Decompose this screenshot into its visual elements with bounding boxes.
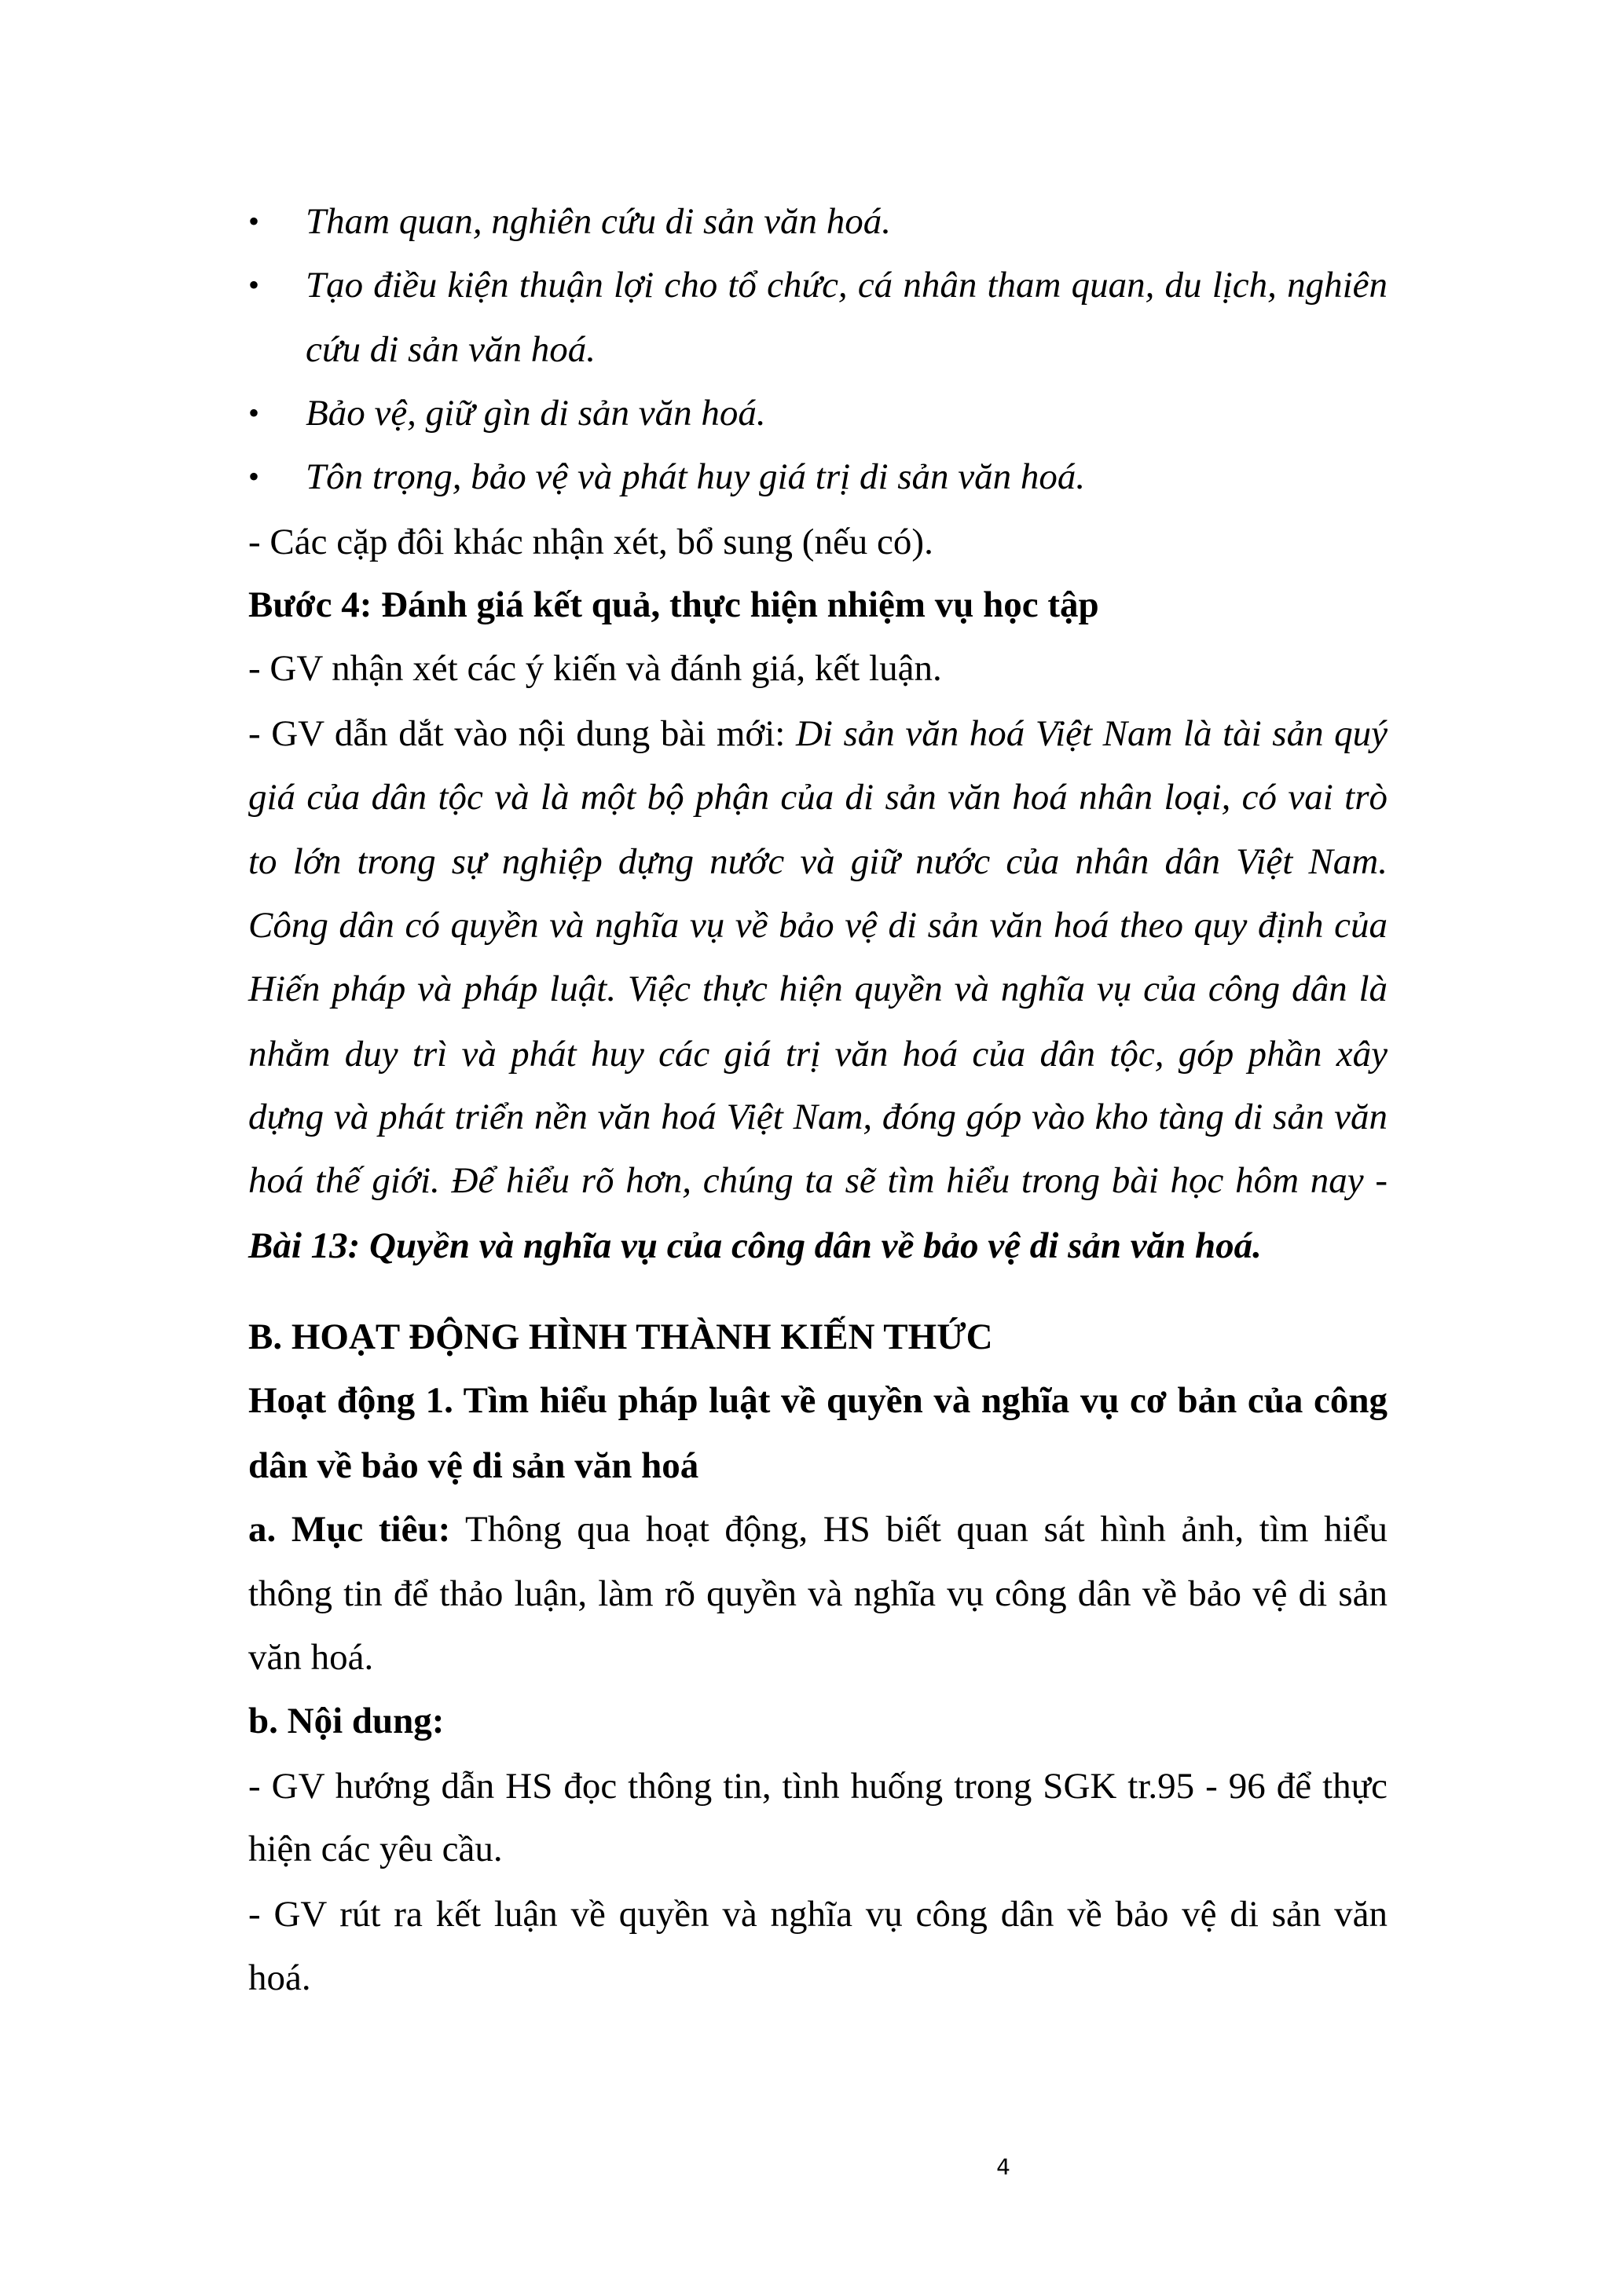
text-segment: - GV rút ra kết luận về quyền và nghĩa vụ công dân về bảo vệ di sản văn xyxy=(248,1894,1388,1935)
text-line xyxy=(248,1377,1388,1424)
text-segment: Hoạt động 1. Tìm hiểu pháp luật về quyền và nghĩa vụ cơ bản của công xyxy=(248,1380,1388,1421)
text-line xyxy=(248,1157,1388,1204)
text-segment: Bảo vệ, giữ gìn di sản văn hoá. xyxy=(306,393,766,434)
text-segment: a. Mục tiêu: xyxy=(248,1509,451,1550)
text-segment: - Các cặp đôi khác nhận xét, bổ sung (nếu có). xyxy=(248,522,933,562)
text-line xyxy=(248,1954,1388,2001)
text-segment: Tham quan, nghiên cứu di sản văn hoá. xyxy=(306,201,891,242)
text-segment: Hiến pháp và pháp luật. Việc thực hiện quyền và nghĩa vụ của công dân là xyxy=(248,969,1388,1009)
text-segment: cứu di sản văn hoá. xyxy=(306,329,596,370)
text-line xyxy=(306,262,1388,309)
text-line xyxy=(248,1825,1388,1873)
text-segment: Tạo điều kiện thuận lợi cho tổ chức, cá nhân tham quan, du lịch, nghiên xyxy=(306,265,1388,306)
text-line xyxy=(248,965,1388,1013)
text-segment: văn hoá. xyxy=(248,1637,374,1678)
text-line xyxy=(248,1222,1388,1269)
text-line xyxy=(306,326,1388,373)
text-segment: hoá thế giới. Để hiểu rõ hơn, chúng ta sẽ tìm hiểu trong bài học hôm nay - xyxy=(248,1160,1388,1201)
text-line xyxy=(248,1031,1388,1078)
text-line xyxy=(248,1093,1388,1141)
bullet-icon: • xyxy=(248,267,260,302)
text-line xyxy=(248,645,1388,692)
text-line xyxy=(306,198,1388,245)
text-segment: thông tin để thảo luận, làm rõ quyền và nghĩa vụ công dân về bảo vệ di sản xyxy=(248,1573,1388,1614)
text-line xyxy=(248,1891,1388,1938)
text-line xyxy=(248,902,1388,949)
text-segment: giá của dân tộc và là một bộ phận của di sản văn hoá nhân loại, có vai trò xyxy=(248,777,1388,818)
text-segment: to lớn trong sự nghiệp dựng nước và giữ nước của nhân dân Việt Nam. xyxy=(248,841,1388,882)
text-segment: hiện các yêu cầu. xyxy=(248,1829,503,1869)
text-segment: hoá. xyxy=(248,1957,311,1998)
text-segment: nhằm duy trì và phát huy các giá trị văn hoá của dân tộc, góp phần xây xyxy=(248,1034,1388,1075)
text-line xyxy=(248,1442,1388,1489)
text-line xyxy=(248,710,1388,757)
text-segment: Bài 13: Quyền và nghĩa vụ của công dân về bảo vệ di sản văn hoá. xyxy=(248,1225,1262,1266)
text-line xyxy=(306,453,1388,500)
text-line xyxy=(248,1697,1388,1745)
text-line xyxy=(248,774,1388,821)
bullet-icon: • xyxy=(248,203,260,239)
text-segment: dựng và phát triển nền văn hoá Việt Nam, đóng góp vào kho tàng di sản văn xyxy=(248,1097,1388,1137)
text-segment: - GV nhận xét các ý kiến và đánh giá, kết luận. xyxy=(248,648,942,689)
bullet-icon: • xyxy=(248,395,260,430)
text-line xyxy=(248,1506,1388,1553)
text-segment: dân về bảo vệ di sản văn hoá xyxy=(248,1445,699,1486)
text-line xyxy=(306,390,1388,437)
text-segment: - GV hướng dẫn HS đọc thông tin, tình huống trong SGK tr.95 - 96 để thực xyxy=(248,1766,1388,1807)
text-segment: Thông qua hoạt động, HS biết quan sát hình ảnh, tìm hiểu xyxy=(450,1509,1388,1550)
text-line xyxy=(248,1634,1388,1681)
text-segment: b. Nội dung: xyxy=(248,1701,445,1741)
text-segment: Di sản văn hoá Việt Nam là tài sản quý xyxy=(795,713,1388,754)
text-line xyxy=(248,581,1388,628)
text-line xyxy=(248,1763,1388,1810)
text-segment: B. HOẠT ĐỘNG HÌNH THÀNH KIẾN THỨC xyxy=(248,1316,993,1357)
text-line xyxy=(248,1570,1388,1617)
bullet-icon: • xyxy=(248,459,260,494)
text-segment: Công dân có quyền và nghĩa vụ về bảo vệ di sản văn hoá theo quy định của xyxy=(248,905,1388,946)
text-line xyxy=(248,1313,1388,1360)
text-segment: - GV dẫn dắt vào nội dung bài mới: xyxy=(248,713,796,754)
text-line xyxy=(248,838,1388,885)
text-line xyxy=(248,518,1388,566)
page-number: 4 xyxy=(996,2154,1010,2180)
text-segment: Bước 4: Đánh giá kết quả, thực hiện nhiệm vụ học tập xyxy=(248,584,1099,625)
text-segment: Tôn trọng, bảo vệ và phát huy giá trị di sản văn hoá. xyxy=(306,456,1086,497)
